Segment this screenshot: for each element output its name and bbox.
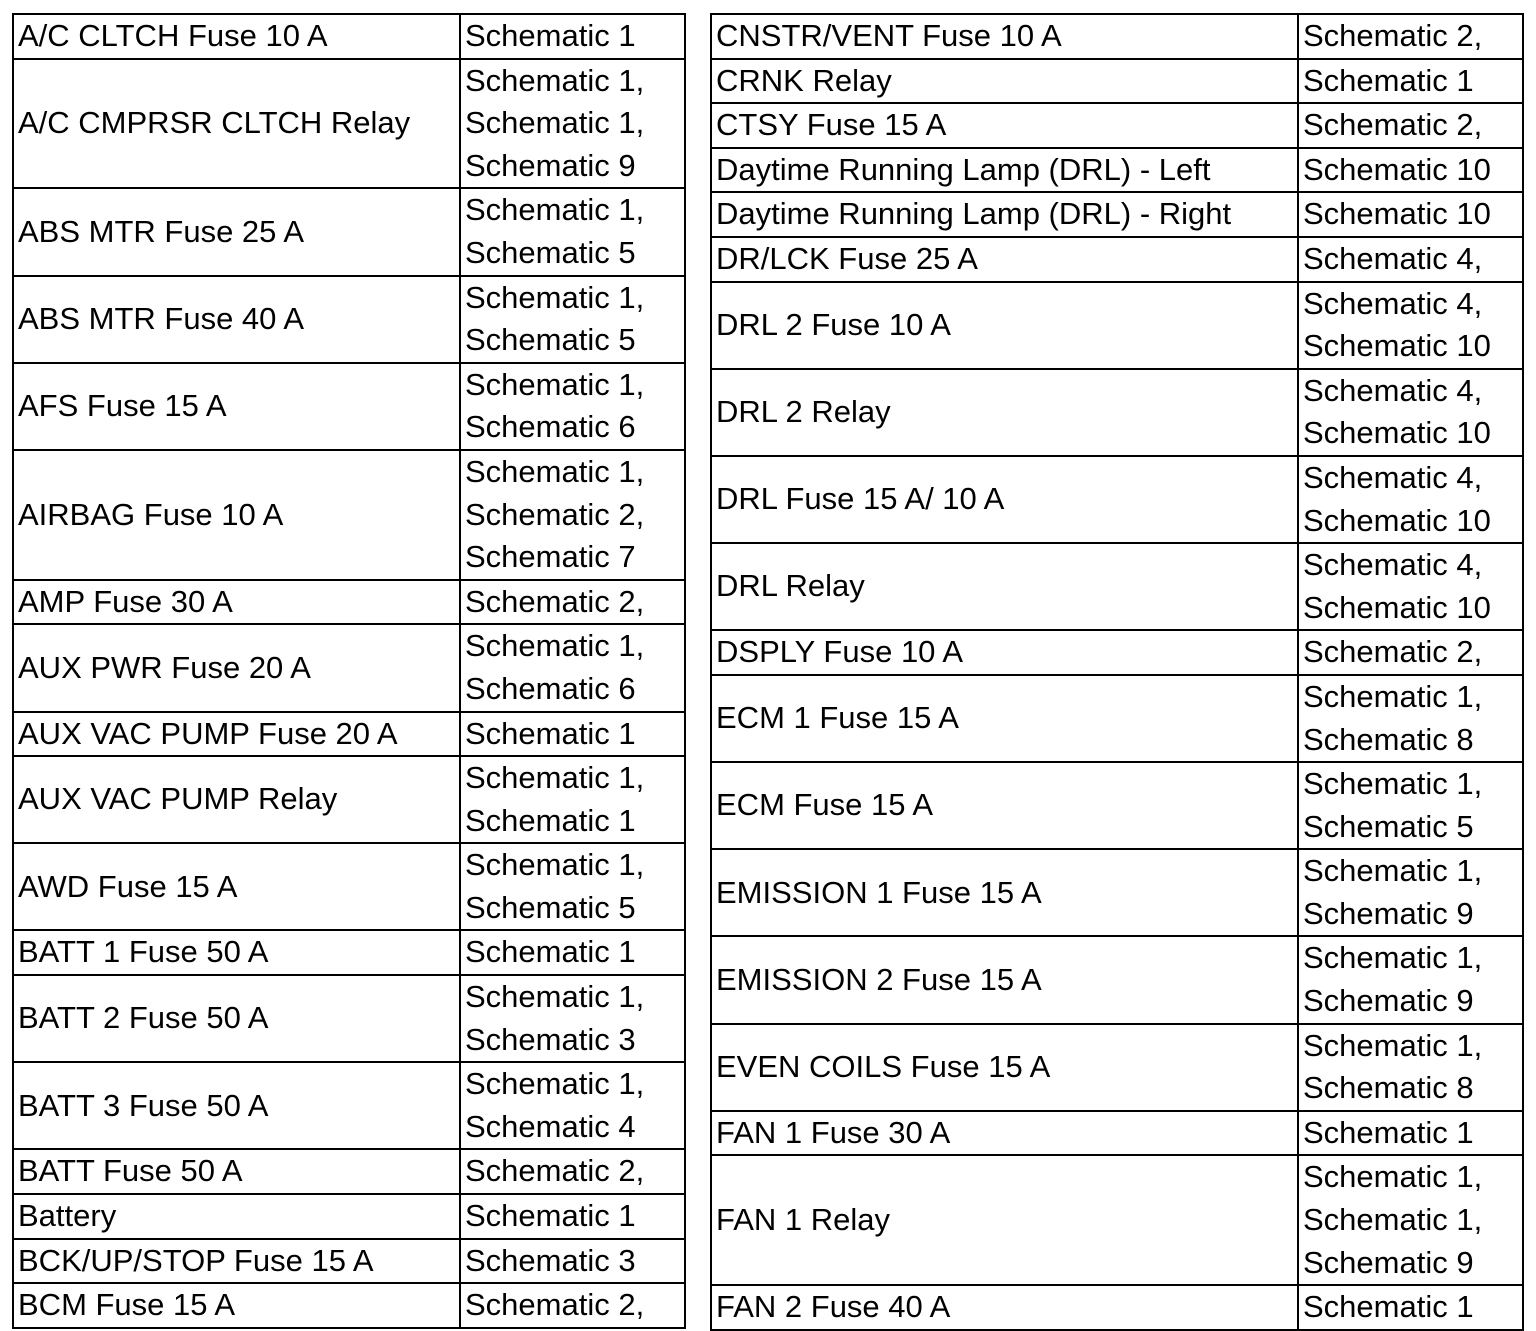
schematic-ref: Schematic 10 — [1303, 415, 1491, 451]
left-index-table — [12, 13, 686, 1329]
schematic-ref: Schematic 1, — [465, 628, 645, 664]
schematic-ref: Schematic 1 — [1303, 1114, 1474, 1150]
schematic-refs — [1298, 1111, 1523, 1156]
component-name: CRNK Relay — [711, 59, 1298, 104]
component-name: A/C CMPRSR CLTCH Relay — [13, 59, 460, 189]
table-row — [711, 369, 1523, 456]
schematic-refs — [1298, 103, 1523, 148]
schematic-ref: Schematic 1, — [465, 453, 645, 489]
component-name: DRL Relay — [711, 543, 1298, 630]
schematic-ref: Schematic 10 — [1303, 589, 1491, 625]
schematic-ref: Schematic 6 — [465, 670, 636, 706]
schematic-ref: Schematic 2, — [465, 1287, 645, 1323]
schematic-ref: Schematic 10 — [1303, 502, 1491, 538]
table-row — [13, 580, 685, 625]
right-index-body — [711, 14, 1523, 1330]
component-name: EVEN COILS Fuse 15 A — [711, 1024, 1298, 1111]
schematic-ref: Schematic 2, — [1303, 107, 1483, 143]
table-row — [13, 1194, 685, 1239]
schematic-ref: Schematic 4, — [1303, 372, 1483, 408]
table-row — [711, 849, 1523, 936]
table-row — [711, 543, 1523, 630]
table-row — [711, 1155, 1523, 1285]
component-name: DSPLY Fuse 10 A — [711, 630, 1298, 675]
component-name: AWD Fuse 15 A — [13, 843, 460, 930]
schematic-refs — [1298, 237, 1523, 282]
left-index-body — [13, 14, 685, 1328]
component-name: ABS MTR Fuse 40 A — [13, 276, 460, 363]
schematic-refs — [460, 1062, 685, 1149]
schematic-ref: Schematic 6 — [465, 409, 636, 445]
table-row — [13, 14, 685, 59]
schematic-refs — [460, 756, 685, 843]
schematic-refs — [460, 843, 685, 930]
table-row — [711, 103, 1523, 148]
schematic-ref: Schematic 1 — [1303, 62, 1474, 98]
schematic-ref: Schematic 4, — [1303, 547, 1483, 583]
component-name: BCM Fuse 15 A — [13, 1283, 460, 1328]
schematic-refs — [1298, 936, 1523, 1023]
schematic-ref: Schematic 1 — [465, 934, 636, 970]
table-row — [13, 1062, 685, 1149]
schematic-ref: Schematic 1 — [465, 715, 636, 751]
schematic-refs — [1298, 630, 1523, 675]
component-name: CTSY Fuse 15 A — [711, 103, 1298, 148]
schematic-ref: Schematic 1, — [1303, 940, 1483, 976]
component-name: Daytime Running Lamp (DRL) - Left — [711, 148, 1298, 193]
component-name: CNSTR/VENT Fuse 10 A — [711, 14, 1298, 59]
schematic-refs — [460, 1239, 685, 1284]
table-row — [13, 930, 685, 975]
schematic-ref: Schematic 9 — [1303, 1244, 1474, 1280]
schematic-ref: Schematic 1, — [1303, 853, 1483, 889]
schematic-ref: Schematic 2, — [465, 1153, 645, 1189]
schematic-ref: Schematic 1, — [1303, 678, 1483, 714]
schematic-ref: Schematic 1, — [465, 279, 645, 315]
schematic-refs — [460, 14, 685, 59]
schematic-ref: Schematic 3 — [465, 1242, 636, 1278]
schematic-ref: Schematic 2, — [465, 583, 645, 619]
table-row — [13, 450, 685, 580]
schematic-ref: Schematic 8 — [1303, 1070, 1474, 1106]
schematic-refs — [1298, 849, 1523, 936]
table-row — [711, 1111, 1523, 1156]
schematic-refs — [1298, 148, 1523, 193]
component-name: ECM Fuse 15 A — [711, 762, 1298, 849]
schematic-ref: Schematic 1 — [1303, 1289, 1474, 1325]
component-name: AUX PWR Fuse 20 A — [13, 624, 460, 711]
schematic-ref: Schematic 2, — [1303, 18, 1483, 53]
schematic-refs — [1298, 1155, 1523, 1285]
schematic-ref: Schematic 3 — [465, 1021, 636, 1057]
schematic-ref: Schematic 1, — [1303, 1202, 1483, 1238]
schematic-ref: Schematic 5 — [465, 322, 636, 358]
component-name: DRL Fuse 15 A/ 10 A — [711, 456, 1298, 543]
schematic-refs — [460, 1194, 685, 1239]
right-index-table — [710, 13, 1524, 1331]
component-name: FAN 1 Fuse 30 A — [711, 1111, 1298, 1156]
schematic-ref: Schematic 4 — [465, 1108, 636, 1144]
table-row — [711, 192, 1523, 237]
schematic-ref: Schematic 1, — [465, 366, 645, 402]
schematic-ref: Schematic 1, — [465, 847, 645, 883]
table-row — [711, 148, 1523, 193]
schematic-refs — [460, 624, 685, 711]
table-row — [711, 630, 1523, 675]
table-row — [13, 1239, 685, 1284]
table-row — [13, 843, 685, 930]
component-name: Daytime Running Lamp (DRL) - Right — [711, 192, 1298, 237]
table-row — [13, 1283, 685, 1328]
table-row — [13, 624, 685, 711]
schematic-refs — [1298, 762, 1523, 849]
schematic-ref: Schematic 10 — [1303, 328, 1491, 364]
schematic-ref: Schematic 1, — [465, 760, 645, 796]
schematic-refs — [1298, 456, 1523, 543]
schematic-refs — [460, 712, 685, 757]
schematic-ref: Schematic 1, — [465, 1066, 645, 1102]
schematic-ref: Schematic 8 — [1303, 721, 1474, 757]
schematic-ref: Schematic 5 — [465, 234, 636, 270]
table-row — [13, 756, 685, 843]
schematic-ref: Schematic 4, — [1303, 240, 1483, 276]
component-name: ECM 1 Fuse 15 A — [711, 675, 1298, 762]
table-row — [13, 59, 685, 189]
schematic-refs — [1298, 192, 1523, 237]
schematic-refs — [460, 1283, 685, 1328]
schematic-ref: Schematic 4, — [1303, 459, 1483, 495]
schematic-ref: Schematic 10 — [1303, 151, 1491, 187]
table-row — [711, 237, 1523, 282]
table-row — [711, 762, 1523, 849]
schematic-refs — [1298, 59, 1523, 104]
schematic-ref: Schematic 1 — [465, 18, 636, 53]
schematic-refs — [460, 276, 685, 363]
schematic-ref: Schematic 9 — [1303, 983, 1474, 1019]
schematic-refs — [1298, 14, 1523, 59]
component-name: DRL 2 Relay — [711, 369, 1298, 456]
table-row — [711, 59, 1523, 104]
schematic-ref: Schematic 4, — [1303, 285, 1483, 321]
table-row — [13, 712, 685, 757]
schematic-refs — [460, 1149, 685, 1194]
component-name: FAN 1 Relay — [711, 1155, 1298, 1285]
table-row — [711, 675, 1523, 762]
schematic-ref: Schematic 1 — [465, 802, 636, 838]
schematic-ref: Schematic 10 — [1303, 196, 1491, 232]
schematic-refs — [460, 363, 685, 450]
component-name: AUX VAC PUMP Fuse 20 A — [13, 712, 460, 757]
component-name: BATT Fuse 50 A — [13, 1149, 460, 1194]
component-name: DRL 2 Fuse 10 A — [711, 282, 1298, 369]
component-name: EMISSION 2 Fuse 15 A — [711, 936, 1298, 1023]
schematic-refs — [460, 59, 685, 189]
schematic-ref: Schematic 9 — [465, 147, 636, 183]
schematic-ref: Schematic 2, — [465, 496, 645, 532]
table-row — [711, 282, 1523, 369]
schematic-ref: Schematic 5 — [1303, 808, 1474, 844]
component-name: BATT 3 Fuse 50 A — [13, 1062, 460, 1149]
component-name: EMISSION 1 Fuse 15 A — [711, 849, 1298, 936]
schematic-ref: Schematic 1, — [465, 62, 645, 98]
component-name: AUX VAC PUMP Relay — [13, 756, 460, 843]
component-name: AFS Fuse 15 A — [13, 363, 460, 450]
schematic-ref: Schematic 1, — [1303, 1159, 1483, 1195]
schematic-ref: Schematic 1, — [465, 105, 645, 141]
schematic-refs — [460, 188, 685, 275]
table-row — [13, 188, 685, 275]
component-name: BATT 2 Fuse 50 A — [13, 975, 460, 1062]
schematic-ref: Schematic 9 — [1303, 895, 1474, 931]
schematic-refs — [1298, 543, 1523, 630]
schematic-ref: Schematic 1, — [1303, 1027, 1483, 1063]
schematic-refs — [1298, 282, 1523, 369]
schematic-refs — [1298, 1024, 1523, 1111]
schematic-ref: Schematic 1, — [1303, 766, 1483, 802]
table-row — [711, 14, 1523, 59]
table-row — [13, 975, 685, 1062]
schematic-ref: Schematic 7 — [465, 539, 636, 575]
schematic-refs — [1298, 369, 1523, 456]
component-name: ABS MTR Fuse 25 A — [13, 188, 460, 275]
table-row — [13, 276, 685, 363]
schematic-refs — [460, 450, 685, 580]
component-name: AMP Fuse 30 A — [13, 580, 460, 625]
schematic-refs — [460, 580, 685, 625]
schematic-ref: Schematic 1, — [465, 192, 645, 228]
schematic-ref: Schematic 2, — [1303, 634, 1483, 670]
table-row — [711, 456, 1523, 543]
component-name: BATT 1 Fuse 50 A — [13, 930, 460, 975]
schematic-refs — [460, 975, 685, 1062]
schematic-refs — [1298, 675, 1523, 762]
schematic-ref: Schematic 1 — [465, 1198, 636, 1234]
schematic-refs — [460, 930, 685, 975]
component-name: DR/LCK Fuse 25 A — [711, 237, 1298, 282]
table-row — [711, 936, 1523, 1023]
schematic-ref: Schematic 1, — [465, 979, 645, 1015]
component-name: A/C CLTCH Fuse 10 A — [13, 14, 460, 59]
component-name: BCK/UP/STOP Fuse 15 A — [13, 1239, 460, 1284]
table-row — [711, 1024, 1523, 1111]
component-name: AIRBAG Fuse 10 A — [13, 450, 460, 580]
table-row — [13, 363, 685, 450]
component-name: FAN 2 Fuse 40 A — [711, 1285, 1298, 1330]
component-name: Battery — [13, 1194, 460, 1239]
table-row — [13, 1149, 685, 1194]
schematic-ref: Schematic 5 — [465, 889, 636, 925]
